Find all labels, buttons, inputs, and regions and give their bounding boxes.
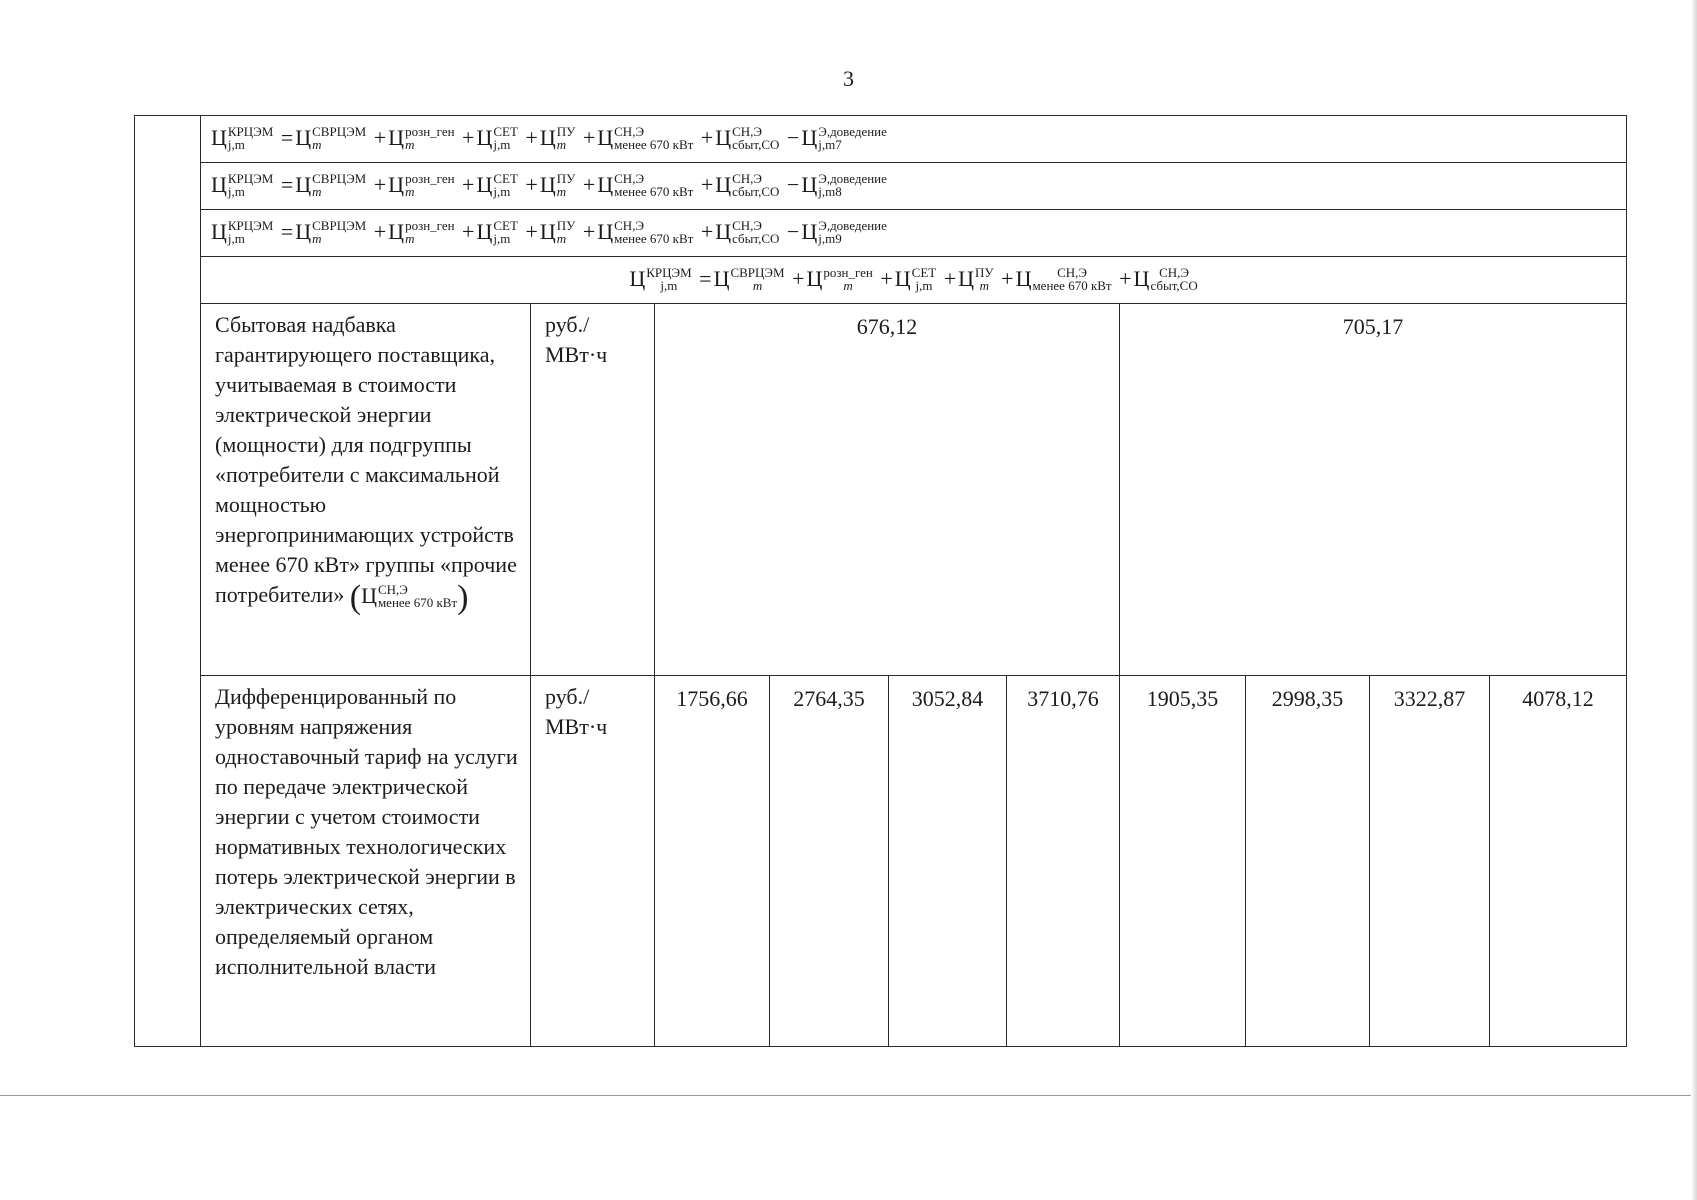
value-cell: 2998,35 <box>1246 676 1370 1047</box>
formula-cell: Ц КРЦЭМ j,m =Ц СВРЦЭМ m +Ц розн_ген m +Ц СЕТ j,m +Ц ПУ m +Ц СН,Э менее 670 кВт +Ц СН,Э сбыт,СО −Ц Э,доведение j,m7 <box>201 116 1627 163</box>
formula-cell: Ц КРЦЭМ j,m =Ц СВРЦЭМ m +Ц розн_ген m +Ц СЕТ j,m +Ц ПУ m +Ц СН,Э менее 670 кВт +Ц СН,Э сбыт,СО <box>201 257 1627 304</box>
value-cell: 3322,87 <box>1370 676 1490 1047</box>
formula-row <box>135 210 1627 257</box>
formula-row <box>135 257 1627 304</box>
row-label-text: Сбытовая надбавка гарантирующего поставщика, учитываемая в стоимости электрической энергии (мощности) для подгруппы «потребители с максимальной мощностью энергопринимающих устройств менее 670 кВт» группы «прочие потребители» <box>215 312 517 607</box>
formula-row <box>135 116 1627 163</box>
value-cell: 676,12 <box>655 304 1120 676</box>
page-number: 3 <box>843 66 854 91</box>
value-cell: 3710,76 <box>1007 676 1120 1047</box>
scan-edge <box>1691 0 1697 1200</box>
value-cell: 705,17 <box>1120 304 1627 676</box>
unit-text: руб./ <box>545 684 590 709</box>
formula-cell: Ц КРЦЭМ j,m =Ц СВРЦЭМ m +Ц розн_ген m +Ц СЕТ j,m +Ц ПУ m +Ц СН,Э менее 670 кВт +Ц СН,Э сбыт,СО −Ц Э,доведение j,m9 <box>201 210 1627 257</box>
value-cell: 1756,66 <box>655 676 770 1047</box>
tariff-table <box>134 115 1627 1047</box>
row-label <box>201 304 531 676</box>
unit-cell <box>531 304 655 676</box>
formula-cell: Ц КРЦЭМ j,m =Ц СВРЦЭМ m +Ц розн_ген m +Ц СЕТ j,m +Ц ПУ m +Ц СН,Э менее 670 кВт +Ц СН,Э сбыт,СО −Ц Э,доведение j,m8 <box>201 163 1627 210</box>
unit-text: руб./ <box>545 312 590 337</box>
table-row <box>135 676 1627 1047</box>
unit-text: МВт·ч <box>545 714 608 739</box>
row-label-symbol: (Ц СН,Э менее 670 кВт ) <box>349 578 469 616</box>
formula-row <box>135 163 1627 210</box>
blank-column <box>135 116 201 1047</box>
table-row <box>135 304 1627 676</box>
value-cell: 4078,12 <box>1490 676 1627 1047</box>
unit-text: МВт·ч <box>545 342 608 367</box>
value-cell: 2764,35 <box>770 676 889 1047</box>
value-cell: 1905,35 <box>1120 676 1246 1047</box>
page-divider <box>0 1095 1697 1096</box>
row-label: Дифференцированный по уровням напряжения одноставочный тариф на услуги по передаче электрической энергии с учетом стоимости нормативных технологических потерь электрической энергии в электрических сетях, определяемый органом исполнительной власти <box>201 676 531 1047</box>
value-cell: 3052,84 <box>889 676 1007 1047</box>
unit-cell <box>531 676 655 1047</box>
